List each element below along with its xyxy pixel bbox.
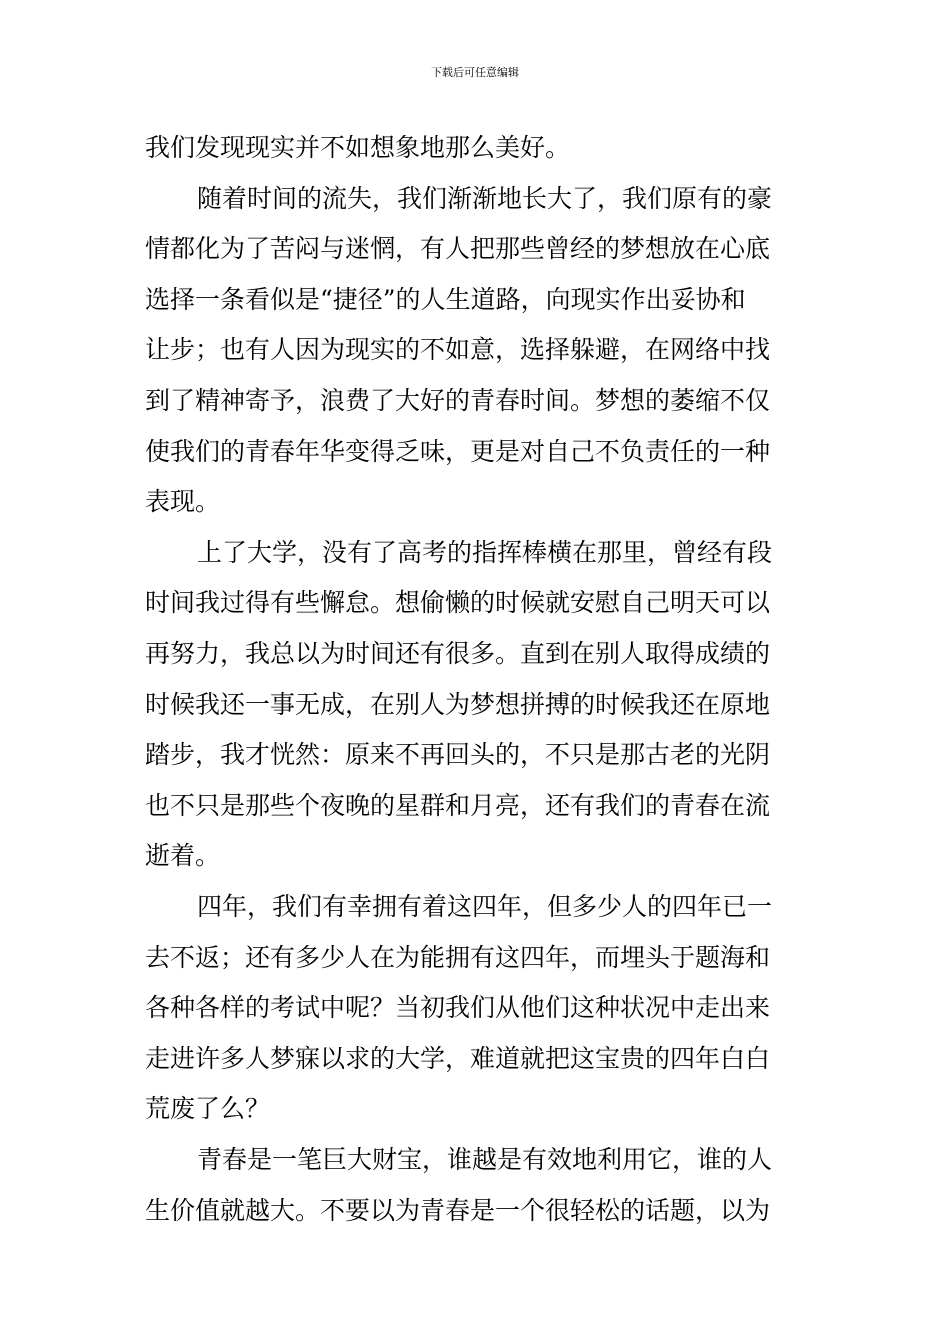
text-line: 也不只是那些个夜晚的星群和月亮，还有我们的青春在流 xyxy=(145,790,771,820)
text-line: 时间我过得有些懈怠。想偷懒的时候就安慰自己明天可以 xyxy=(145,588,771,618)
text-line: 四年，我们有幸拥有着这四年，但多少人的四年已一 xyxy=(197,892,773,921)
text-line: 走进许多人梦寐以求的大学，难道就把这宝贵的四年白白 xyxy=(145,1043,771,1073)
page-header: 下载后可任意编辑 xyxy=(431,66,519,79)
text-line: 逝着。 xyxy=(145,841,221,871)
text-line: 表现。 xyxy=(145,487,221,517)
text-line: 随着时间的流失，我们渐渐地长大了，我们原有的豪 xyxy=(197,183,773,213)
text-line: 使我们的青春年华变得乏味，更是对自己不负责任的一种 xyxy=(145,436,771,466)
text-line: 我们发现现实并不如想象地那么美好。 xyxy=(145,133,571,162)
text-line: 再努力，我总以为时间还有很多。直到在别人取得成绩的 xyxy=(145,639,771,668)
text-line: 时候我还一事无成，在别人为梦想拼搏的时候我还在原地 xyxy=(145,689,771,719)
text-line: 荒废了么？ xyxy=(145,1094,271,1124)
text-line: 踏步，我才恍然：原来不再回头的，不只是那古老的光阴 xyxy=(145,740,771,770)
text-line: 情都化为了苦闷与迷惘，有人把那些曾经的梦想放在心底 xyxy=(145,234,771,264)
text-line: 青春是一笔巨大财宝，谁越是有效地利用它，谁的人 xyxy=(197,1145,773,1174)
text-line: 上了大学，没有了高考的指挥棒横在那里，曾经有段 xyxy=(197,537,773,567)
text-line: 到了精神寄予，浪费了大好的青春时间。梦想的萎缩不仅 xyxy=(145,386,771,415)
text-line: 选择一条看似是“捷径”的人生道路，向现实作出妥协和 xyxy=(145,284,746,314)
text-line: 让步；也有人因为现实的不如意，选择躲避，在网络中找 xyxy=(145,335,771,365)
text-line: 生价值就越大。不要以为青春是一个很轻松的话题，以为 xyxy=(145,1195,771,1225)
text-line: 去不返；还有多少人在为能拥有这四年，而埋头于题海和 xyxy=(145,942,771,972)
text-line: 各种各样的考试中呢？当初我们从他们这种状况中走出来 xyxy=(145,993,771,1023)
